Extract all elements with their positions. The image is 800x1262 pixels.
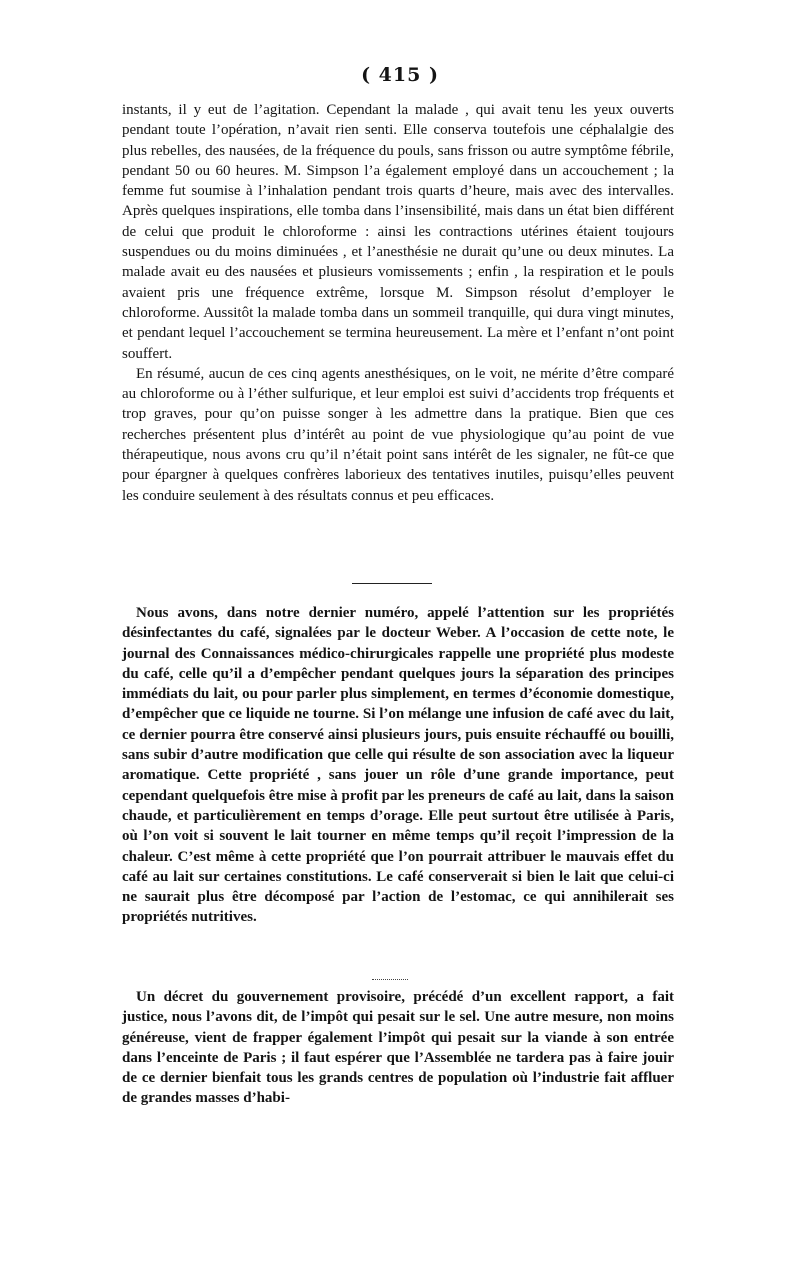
page-number: ( 415 ) bbox=[361, 64, 439, 86]
paragraph: Un décret du gouvernement provisoire, précédé d’un excellent rapport, a fait justice, nous l’avons dit, de l’impôt qui pesait sur le sel. Une autre mesure, non moins généreuse, vient de frapper également l’impôt qui pesait sur la viande à son entrée dans l’enceinte de Paris ; il faut espérer que l’Assemblée ne tardera pas à faire jouir de ce dernier bienfait tous les grands centres de population où l’industrie fait affluer de grandes masses d’habi- bbox=[122, 989, 674, 1107]
section-divider bbox=[372, 979, 408, 980]
text-section-decree bbox=[122, 987, 674, 1109]
section-divider bbox=[352, 583, 432, 584]
paragraph: instants, il y eut de l’agitation. Cependant la malade , qui avait tenu les yeux ouverts pendant toute l’opération, n’avait rien senti. Elle conserva toutefois une céphalalgie des plus rebelles, des nausées, de la fréquence du pouls, sans frisson ou autre symptôme fébrile, pendant 50 ou 60 heures. M. Simpson l’a également employé dans un accouchement ; la femme fut soumise à l’inhalation pendant trois quarts d’heure, mais avec des intervalles. Après quelques inspirations, elle tomba dans l’insensibilité, mais dans un état bien différent de celui que produit le chloroforme : ainsi les contractions utérines étaient toujours suspendues ou du moins diminuées , et l’anesthésie ne durait qu’une ou deux minutes. La malade avait eu des nausées et plusieurs vomissements ; enfin , la respiration et le pouls avaient pris une fréquence extrême, lorsque M. Simpson résolut d’employer le chloroforme. Aussitôt la malade tomba dans un sommeil tranquille, qui dura vingt minutes, et pendant lequel l’accouchement se termina heureusement. La mère et l’enfant n’ont point souffert. bbox=[122, 102, 674, 362]
paragraph: Nous avons, dans notre dernier numéro, appelé l’attention sur les propriétés désinfectantes du café, signalées par le docteur Weber. A l’occasion de cette note, le journal des Connaissances médico-chirurgicales rappelle une propriété plus modeste du café, celle qu’il a d’empêcher pendant quelques jours la séparation des principes immédiats du lait, ou pour parler plus simplement, en termes d’économie domestique, d’empêcher que ce liquide ne tourne. Si l’on mélange une infusion de café avec du lait, ce dernier pourra être conservé ainsi plusieurs jours, puis ensuite réchauffé ou bouilli, sans subir d’autre modification que celle qui résulte de son association avec la liqueur aromatique. Cette propriété , sans jouer un rôle d’une grande importance, peut cependant quelquefois être mise à profit par les preneurs de café au lait, dans la saison chaude, et particulièrement en temps d’orage. Elle peut surtout être utilisée à Paris, où l’on voit si souvent le lait tourner en même temps qu’il reçoit l’impression de la chaleur. C’est même à cette propriété que l’on pourrait attribuer le mauvais effet du café au lait sur certaines constitutions. Le café conserverait si bien le lait que celui-ci ne saurait plus être décomposé par l’action de l’estomac, ce qui annihilerait ses propriétés nutritives. bbox=[122, 605, 674, 926]
text-section-coffee bbox=[122, 603, 674, 928]
paragraph: En résumé, aucun de ces cinq agents anesthésiques, on le voit, ne mérite d’être comparé au chloroforme ou à l’éther sulfurique, et leur emploi est suivi d’accidents trop fréquents et trop graves, pour qu’on puisse songer à les admettre dans la pratique. Bien que ces recherches présentent plus d’intérêt au point de vue physiologique qu’au point de vue thérapeutique, nous avons cru qu’il n’était point sans intérêt de les signaler, ne fût-ce que pour épargner à quelques confrères laborieux des tentatives inutiles, puisqu’elles peuvent les conduire seulement à des résultats connus et peu efficaces. bbox=[122, 365, 674, 504]
text-section-anesthetics bbox=[122, 100, 674, 506]
